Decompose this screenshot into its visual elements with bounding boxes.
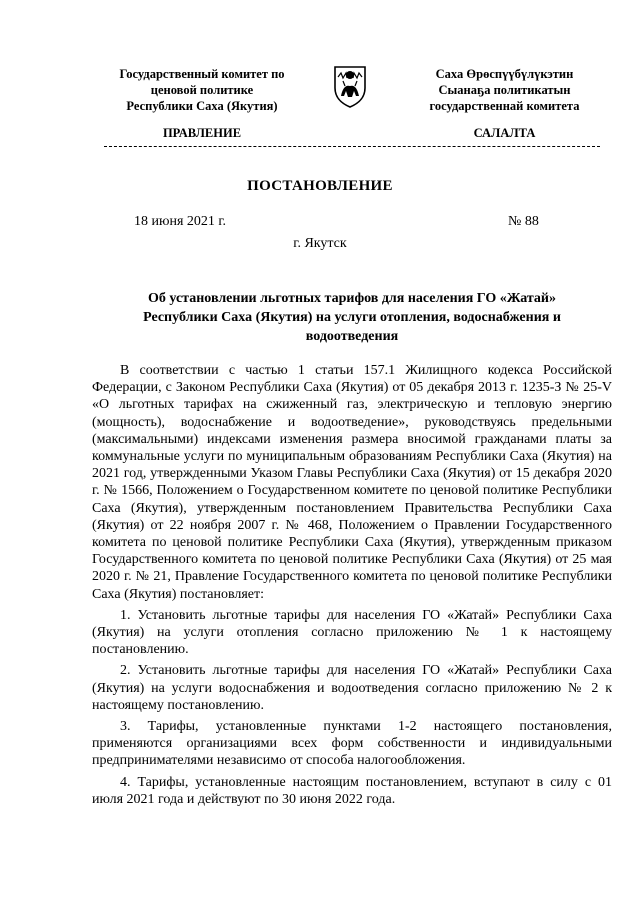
document-body <box>92 362 612 812</box>
body-paragraph-item-4: 4. Тарифы, установленные настоящим постановлением, вступают в силу с 01 июля 2021 года и действуют по 30 июня 2022 года. <box>92 774 612 807</box>
header-left-org <box>92 66 312 114</box>
document-subject <box>104 289 600 346</box>
header-right-org <box>402 66 607 114</box>
sakha-emblem-icon <box>331 64 369 108</box>
subject-line: Об установлении льготных тарифов для населения ГО «Жатай» <box>148 291 556 306</box>
header-left-line: ценовой политике <box>150 83 254 97</box>
body-paragraph-item-1: 1. Установить льготные тарифы для населения ГО «Жатай» Республики Саха (Якутия) на услуги отопления согласно приложению № 1 к настоящему постановлению. <box>92 607 612 658</box>
header-right-line: государственнай комитета <box>429 99 580 113</box>
document-date: 18 июня 2021 г. <box>134 214 227 229</box>
document-number: № 88 <box>508 214 539 229</box>
document-title: ПОСТАНОВЛЕНИЕ <box>247 178 393 194</box>
subject-line: водоотведения <box>305 329 399 344</box>
header-divider <box>104 146 600 147</box>
body-paragraph-preamble: В соответствии с частью 1 статьи 157.1 Жилищного кодекса Российской Федерации, с Законом Республики Саха (Якутия) от 05 декабря 2013 г. 1235-З № 25-V «О льготных тарифах на сжиженный газ, электрическую и тепловую энергию (мощность), водоснабжение и водоотведение», руководствуясь предельными (максимальными) индексами изменения размера вносимой гражданами платы за коммунальные услуги по муниципальным образованиям Республики Саха (Якутия) на 2021 год, утвержденными Указом Главы Республики Саха (Якутия) от 15 декабря 2020 г. № 1566, Положением о Государственном комитете по ценовой политике Республики Саха (Якутия), утвержденным постановлением Правительства Республики Саха (Якутия) от 22 ноября 2007 г. № 468, Положением о Правлении Государственного комитета по ценовой политике Республики Саха (Якутия), утвержденным приказом Государственного комитета по ценовой политике Республики Саха (Якутия) от 25 мая 2020 г. № 21, Правление Государственного комитета по ценовой политике Республики Саха (Якутия) постановляет: <box>92 363 612 602</box>
header-left-line: Государственный комитет по <box>119 67 285 81</box>
header-right-line: Саха Өрөспүүбүлүкэтин <box>435 67 574 81</box>
dept-left-label: ПРАВЛЕНИЕ <box>162 126 242 140</box>
header-right-line: Сыанаҕа политикатын <box>438 83 571 97</box>
body-paragraph-item-3: 3. Тарифы, установленные пунктами 1-2 настоящего постановления, применяются организациями всех форм собственности и индивидуальными предпринимателями независимо от способа налогообложения. <box>92 719 612 769</box>
header-left-line: Республики Саха (Якутия) <box>126 99 278 113</box>
subject-line: Республики Саха (Якутия) на услуги отопления, водоснабжения и <box>143 310 561 325</box>
body-paragraph-item-2: 2. Установить льготные тарифы для населения ГО «Жатай» Республики Саха (Якутия) на услуги водоснабжения и водоотведения согласно приложению № 2 к настоящему постановлению. <box>92 663 612 713</box>
document-city: г. Якутск <box>293 236 347 251</box>
dept-right-label: САЛАЛТА <box>473 126 536 140</box>
